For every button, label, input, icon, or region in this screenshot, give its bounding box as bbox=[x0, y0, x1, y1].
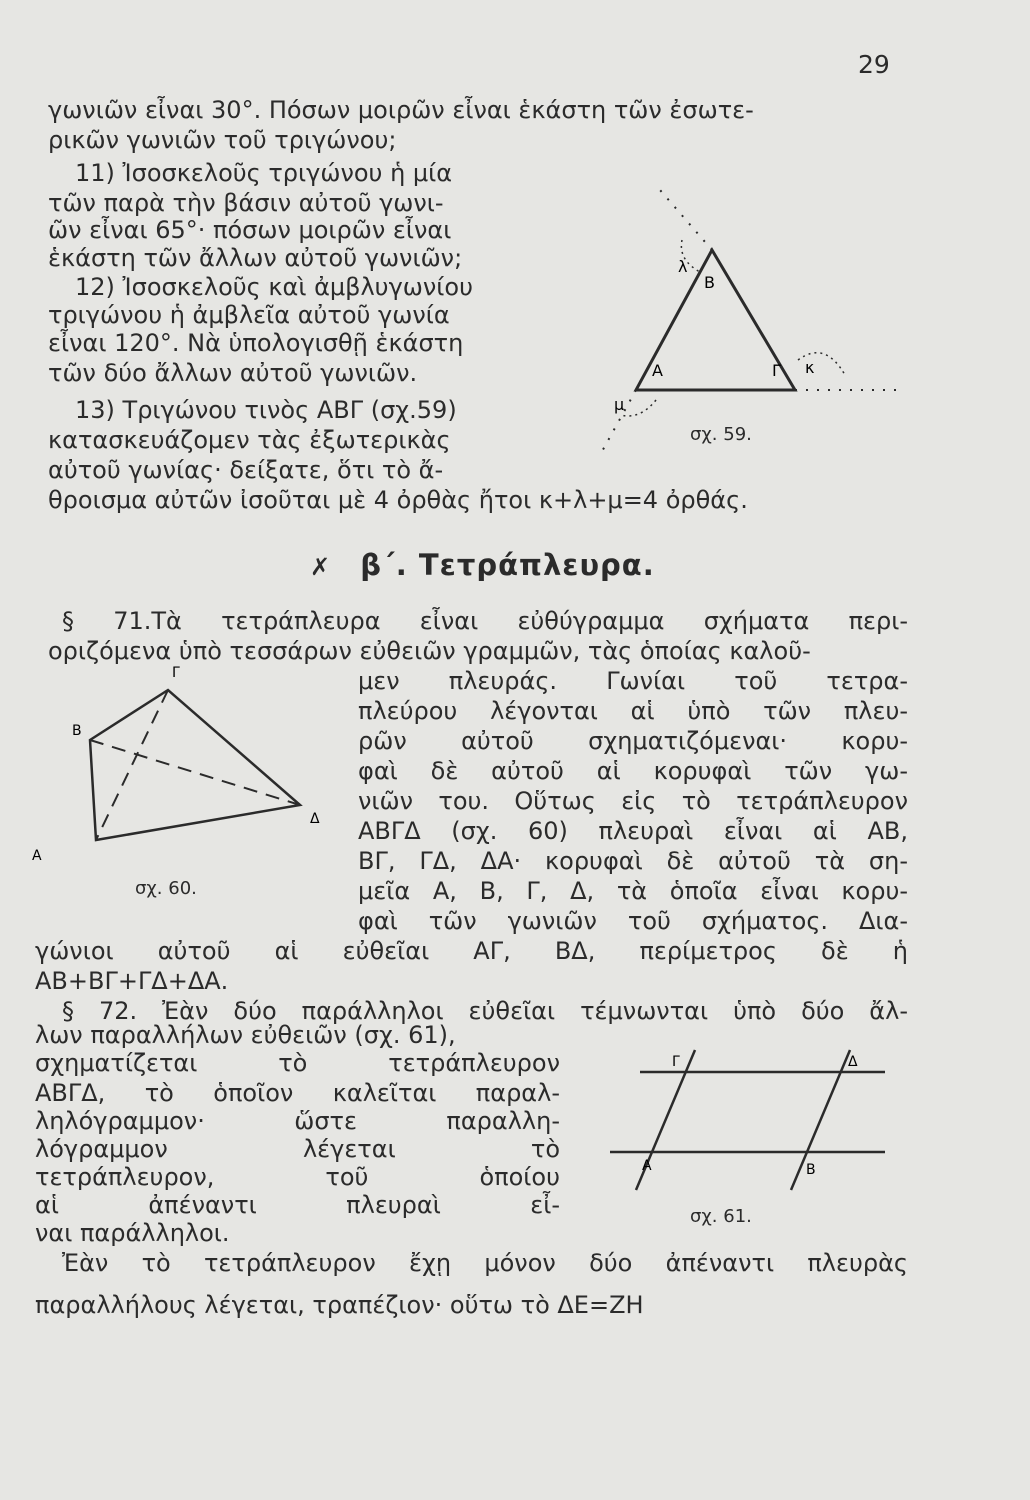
fig60-label-d: Δ bbox=[310, 811, 320, 827]
text-line: § 72. Ἐὰν δύο παράλληλοι εὐθεῖαι τέμνωνται ὑπὸ δύο ἄλ- bbox=[62, 997, 908, 1025]
text-line: θροισμα αὐτῶν ἰσοῦται μὲ 4 ὀρθὰς ἤτοι κ+λ+μ=4 ὀρθάς. bbox=[48, 486, 748, 514]
text-line: αὐτοῦ γωνίας· δείξατε, ὅτι τὸ ἄ- bbox=[48, 456, 444, 484]
text-line: φαὶ δὲ αὐτοῦ αἱ κορυφαὶ τῶν γω- bbox=[358, 757, 908, 785]
text-line: § 71.Τὰ τετράπλευρα εἶναι εὐθύγραμμα σχήματα περι- bbox=[62, 607, 908, 635]
text-line: λόγραμμον λέγεται τὸ bbox=[35, 1135, 560, 1163]
text-line: ΒΓ, ΓΔ, ΔΑ· κορυφαὶ δὲ αὐτοῦ τὰ ση- bbox=[358, 847, 908, 875]
text-line: σχηματίζεται τὸ τετράπλευρον bbox=[35, 1049, 560, 1077]
text-line: παραλλήλους λέγεται, τραπέζιον· οὕτω τὸ ΔΕ=ΖΗ bbox=[35, 1291, 644, 1319]
figure-60-caption: σχ. 60. bbox=[135, 878, 197, 899]
fig59-label-a: Α bbox=[652, 361, 663, 380]
text-line: ΑΒΓΔ, τὸ ὁποῖον καλεῖται παραλ- bbox=[35, 1079, 560, 1107]
page-number: 29 bbox=[858, 50, 890, 79]
fig59-label-g: Γ bbox=[772, 361, 781, 380]
text-line: ΑΒ+ΒΓ+ΓΔ+ΔΑ. bbox=[35, 967, 229, 995]
text-line: φαὶ τῶν γωνιῶν τοῦ σχήματος. Δια- bbox=[358, 907, 908, 935]
text-line: πλεύρου λέγονται αἱ ὑπὸ τῶν πλευ- bbox=[358, 697, 908, 725]
figure-60-quadrilateral bbox=[32, 665, 330, 875]
fig60-label-b: Β bbox=[72, 723, 82, 739]
fig61-label-a: Α bbox=[642, 1158, 652, 1174]
text-line: γωνιῶν εἶναι 30°. Πόσων μοιρῶν εἶναι ἑκάστη τῶν ἐσωτε- bbox=[48, 96, 754, 124]
text-line: τῶν δύο ἄλλων αὐτοῦ γωνιῶν. bbox=[48, 359, 418, 387]
text-line: 11) Ἰσοσκελοῦς τριγώνου ἡ μία bbox=[75, 159, 453, 187]
fig61-label-b: Β bbox=[806, 1162, 816, 1178]
text-line: νιῶν του. Οὕτως εἰς τὸ τετράπλευρον bbox=[358, 787, 908, 815]
text-line: ἑκάστη τῶν ἄλλων αὐτοῦ γωνιῶν; bbox=[48, 244, 463, 272]
text-line: οριζόμενα ὑπὸ τεσσάρων εὐθειῶν γραμμῶν, τὰς ὁποίας καλοῦ- bbox=[48, 637, 811, 665]
text-line: τετράπλευρον, τοῦ ὁποίου bbox=[35, 1163, 560, 1191]
fig60-label-g: Γ bbox=[172, 665, 180, 681]
text-line: τῶν παρὰ τὴν βάσιν αὐτοῦ γωνι- bbox=[48, 189, 444, 217]
text-line: ρικῶν γωνιῶν τοῦ τριγώνου; bbox=[48, 126, 397, 154]
text-line: 12) Ἰσοσκελοῦς καὶ ἀμβλυγωνίου bbox=[75, 273, 473, 301]
text-line: μεῖα Α, Β, Γ, Δ, τὰ ὁποῖα εἶναι κορυ- bbox=[358, 877, 908, 905]
figure-59-caption: σχ. 59. bbox=[690, 424, 752, 445]
text-line: Ἐὰν τὸ τετράπλευρον ἔχῃ μόνον δύο ἀπέναντι πλευρὰς bbox=[62, 1249, 908, 1277]
figure-61-caption: σχ. 61. bbox=[690, 1206, 752, 1227]
text-line: ΑΒΓΔ (σχ. 60) πλευραὶ εἶναι αἱ ΑΒ, bbox=[358, 817, 908, 845]
figure-61-parallelogram bbox=[600, 1050, 890, 1200]
fig59-label-l: λ bbox=[678, 257, 688, 276]
heading-text: β΄. Τετράπλευρα. bbox=[360, 548, 655, 582]
text-line: κατασκευάζομεν τὰς ἐξωτερικὰς bbox=[48, 426, 451, 454]
text-line: ναι παράλληλοι. bbox=[35, 1219, 230, 1247]
fig60-label-a: Α bbox=[32, 848, 42, 864]
text-line: ῶν εἶναι 65°· πόσων μοιρῶν εἶναι bbox=[48, 216, 452, 244]
text-line: ληλόγραμμον· ὥστε παραλλη- bbox=[35, 1107, 560, 1135]
text-line: τριγώνου ἡ ἀμβλεῖα αὐτοῦ γωνία bbox=[48, 301, 450, 329]
text-line: λων παραλλήλων εὐθειῶν (σχ. 61), bbox=[35, 1021, 456, 1049]
heading-mark: ✗ bbox=[310, 553, 332, 581]
fig61-label-d: Δ bbox=[848, 1054, 858, 1070]
fig59-label-m: μ bbox=[614, 395, 625, 414]
text-line: μεν πλευράς. Γωνίαι τοῦ τετρα- bbox=[358, 667, 908, 695]
fig59-label-b: Β bbox=[704, 273, 715, 292]
figure-59-triangle bbox=[614, 190, 920, 450]
text-line: γώνιοι αὐτοῦ αἱ εὐθεῖαι ΑΓ, ΒΔ, περίμετρος δὲ ἡ bbox=[35, 937, 908, 965]
text-line: 13) Τριγώνου τινὸς ΑΒΓ (σχ.59) bbox=[75, 396, 457, 424]
section-heading bbox=[310, 548, 655, 582]
text-line: εἶναι 120°. Νὰ ὑπολογισθῇ ἑκάστη bbox=[48, 329, 464, 357]
text-line: αἱ ἀπέναντι πλευραὶ εἶ- bbox=[35, 1191, 560, 1219]
text-line: ρῶν αὐτοῦ σχηματιζόμεναι· κορυ- bbox=[358, 727, 908, 755]
fig61-label-g: Γ bbox=[672, 1054, 680, 1070]
fig59-label-k: κ bbox=[805, 358, 815, 377]
